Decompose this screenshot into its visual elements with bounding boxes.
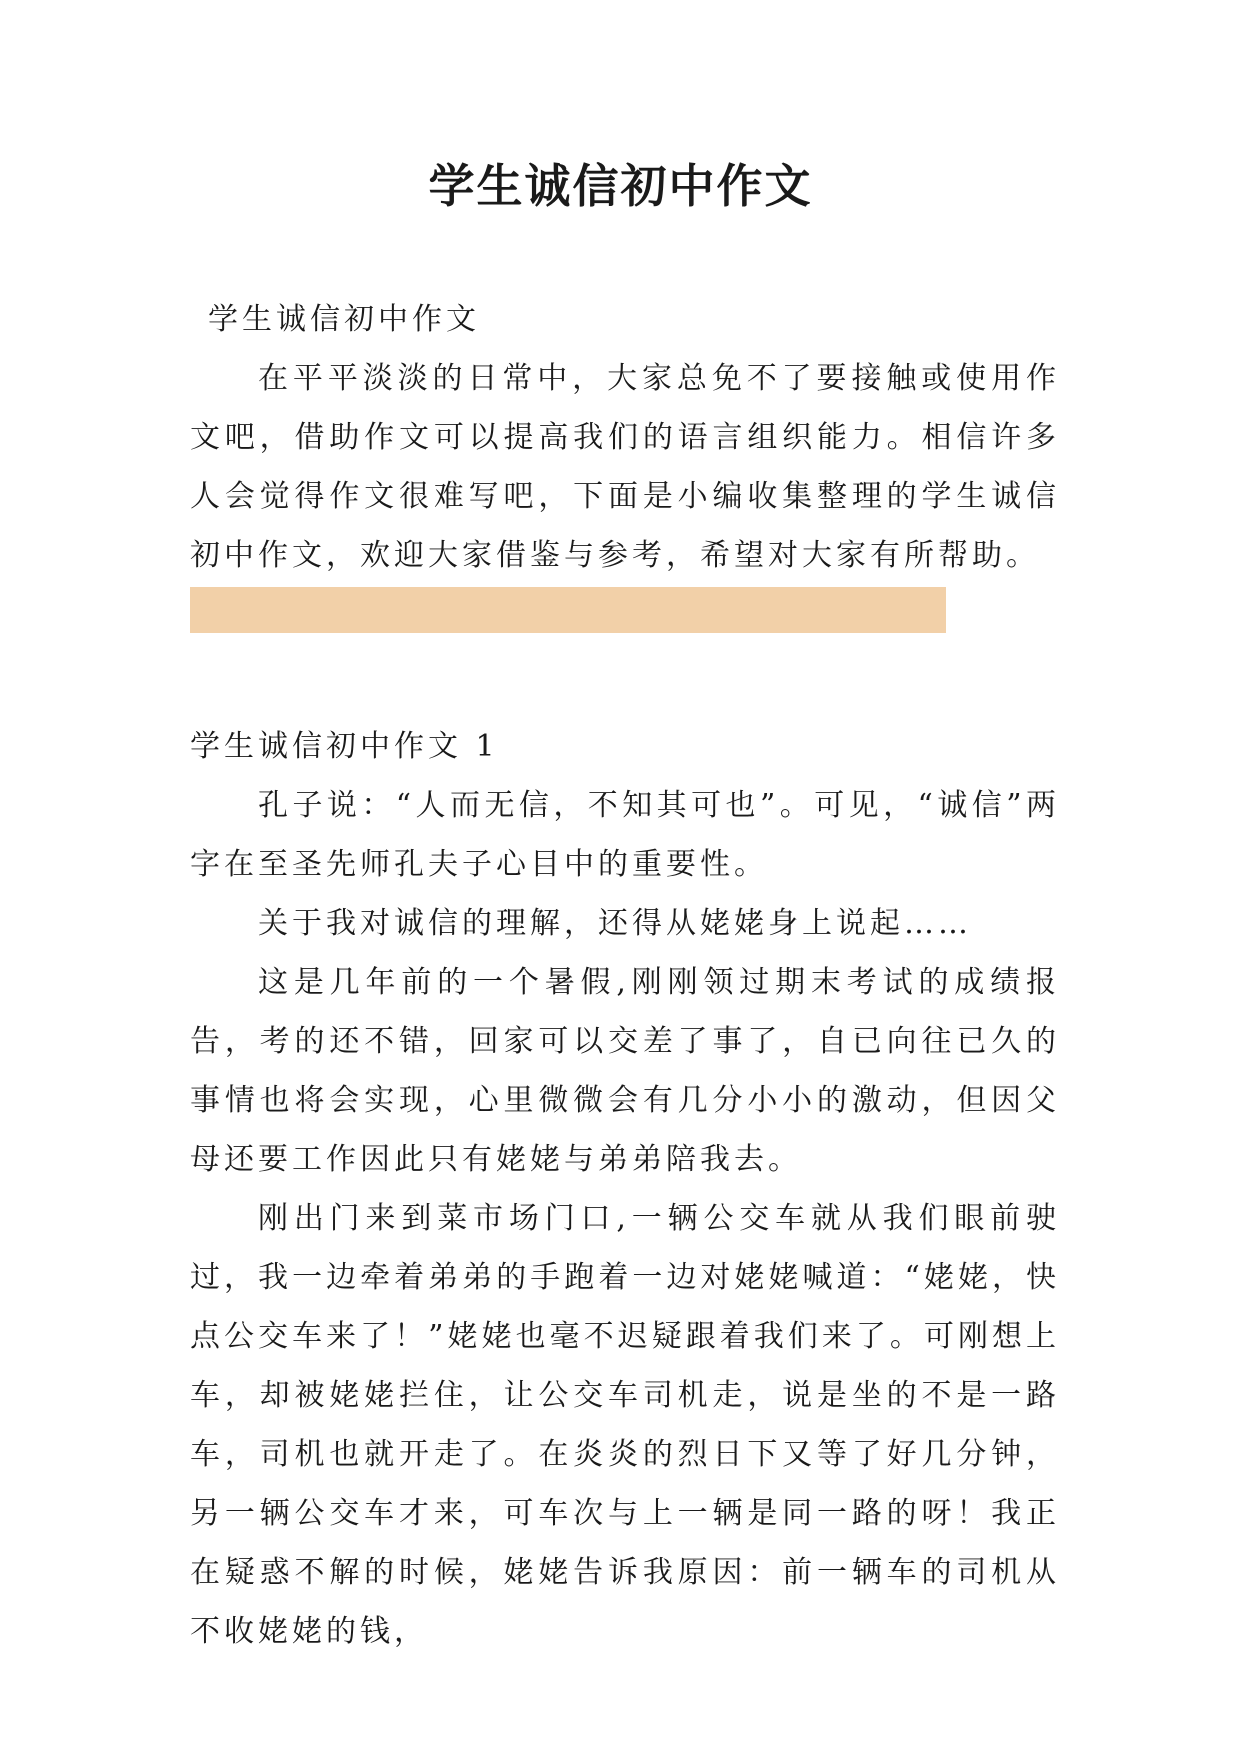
document-subtitle: 学生诚信初中作文 (208, 302, 480, 337)
section-heading: 学生诚信初中作文 1 (190, 729, 499, 764)
document-title: 学生诚信初中作文 (428, 159, 813, 213)
intro-paragraph: 在平平淡淡的日常中，大家总免不了要接触或使用作文吧，借助作文可以提高我们的语言组织能力。相信许多人会觉得作文很难写吧，下面是小编收集整理的学生诚信初中作文，欢迎大家借鉴与参考，希望对大家有所帮助。 (190, 361, 1060, 573)
body-paragraph: 关于我对诚信的理解，还得从姥姥身上说起…… (258, 906, 972, 941)
document-body (190, 290, 1060, 1661)
body-paragraph: 这是几年前的一个暑假,刚刚领过期末考试的成绩报告，考的还不错，回家可以交差了事了，自已向往已久的事情也将会实现，心里微微会有几分小小的激动，但因父母还要工作因此只有姥姥与弟弟陪我去。 (190, 965, 1060, 1177)
body-paragraph: 孔子说：“人而无信，不知其可也”。可见，“诚信”两字在至圣先师孔夫子心目中的重要性。 (190, 788, 1060, 882)
highlight-bar (190, 587, 946, 633)
body-paragraph: 刚出门来到菜市场门口,一辆公交车就从我们眼前驶过，我一边牵着弟弟的手跑着一边对姥姥喊道：“姥姥，快点公交车来了！”姥姥也毫不迟疑跟着我们来了。可刚想上车，却被姥姥拦住，让公交车司机走，说是坐的不是一路车，司机也就开走了。在炎炎的烈日下又等了好几分钟，另一辆公交车才来，可车次与上一辆是同一路的呀！我正在疑惑不解的时候，姥姥告诉我原因：前一辆车的司机从不收姥姥的钱， (190, 1201, 1060, 1649)
